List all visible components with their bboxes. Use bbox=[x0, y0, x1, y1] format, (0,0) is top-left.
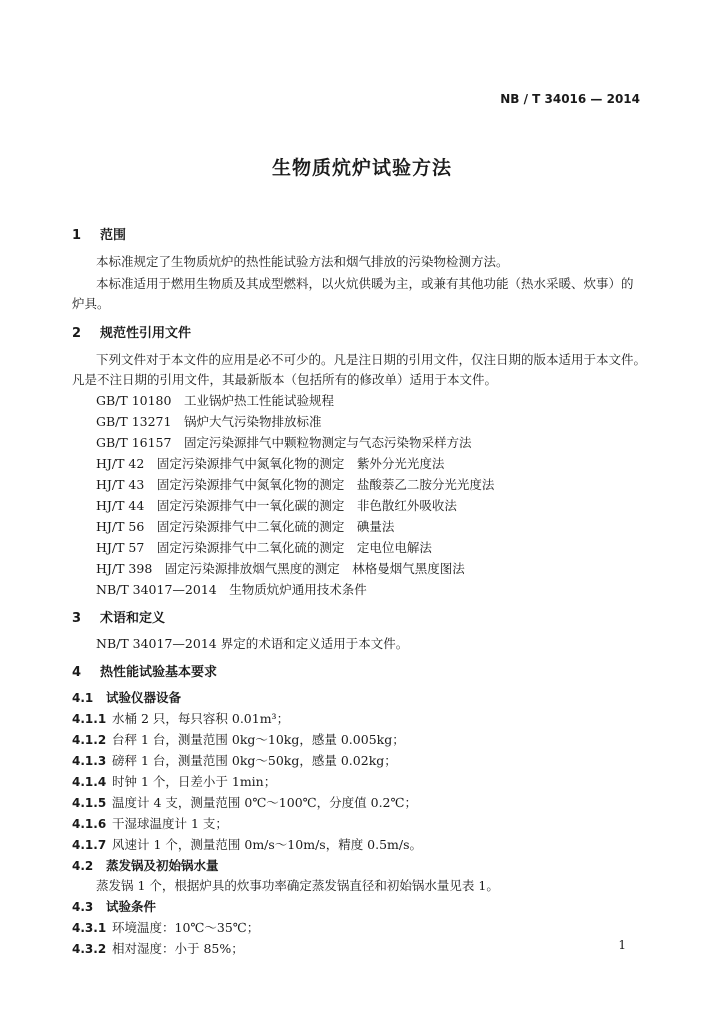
clause-item bbox=[72, 814, 228, 832]
paragraph: NB/T 34017—2014 界定的术语和定义适用于本文件。 bbox=[96, 636, 409, 651]
subsection-number: 4.3 bbox=[72, 900, 94, 914]
clause-item bbox=[72, 939, 244, 957]
paragraph-continuation: 凡是不注日期的引用文件，其最新版本（包括所有的修改单）适用于本文件。 bbox=[72, 372, 498, 387]
paragraph: 蒸发锅 1 个，根据炉具的炊事功率确定蒸发锅直径和初始锅水量见表 1。 bbox=[96, 878, 499, 893]
section-4-heading bbox=[72, 661, 217, 680]
reference-item: HJ/T 42 固定污染源排气中氮氧化物的测定 紫外分光光度法 bbox=[96, 456, 445, 471]
reference-item: GB/T 10180 工业锅炉热工性能试验规程 bbox=[96, 393, 334, 408]
subsection-4-3-heading bbox=[72, 897, 156, 915]
clause-number: 4.1.4 bbox=[72, 775, 107, 789]
section-2-heading bbox=[72, 322, 191, 341]
clause-text: 相对湿度：小于 85%； bbox=[112, 941, 244, 956]
section-number: 2 bbox=[72, 326, 82, 341]
paragraph: 下列文件对于本文件的应用是必不可少的。凡是注日期的引用文件，仅注日期的版本适用于本文件。 bbox=[96, 352, 647, 367]
subsection-title: 试验条件 bbox=[106, 899, 157, 914]
section-number: 3 bbox=[72, 611, 82, 626]
clause-number: 4.3.2 bbox=[72, 942, 107, 956]
section-3-heading bbox=[72, 607, 165, 626]
document-title: 生物质炕炉试验方法 bbox=[271, 157, 452, 179]
section-title: 范围 bbox=[100, 228, 127, 243]
clause-number: 4.1.7 bbox=[72, 838, 107, 852]
clause-text: 干湿球温度计 1 支； bbox=[112, 816, 228, 831]
subsection-4-1-heading bbox=[72, 688, 181, 706]
clause-number: 4.1.5 bbox=[72, 796, 107, 810]
clause-number: 4.1.3 bbox=[72, 754, 107, 768]
section-title: 术语和定义 bbox=[100, 611, 166, 626]
clause-text: 磅秤 1 台，测量范围 0kg～50kg，感量 0.02kg； bbox=[112, 753, 397, 768]
clause-text: 温度计 4 支，测量范围 0℃～100℃，分度值 0.2℃； bbox=[112, 795, 417, 810]
clause-text: 台秤 1 台，测量范围 0kg～10kg，感量 0.005kg； bbox=[112, 732, 405, 747]
paragraph: 本标准适用于燃用生物质及其成型燃料，以火炕供暖为主，或兼有其他功能（热水采暖、炊事）的 bbox=[96, 276, 634, 291]
clause-number: 4.3.1 bbox=[72, 921, 107, 935]
section-title: 热性能试验基本要求 bbox=[100, 665, 218, 680]
subsection-title: 试验仪器设备 bbox=[106, 690, 182, 705]
reference-item: GB/T 16157 固定污染源排气中颗粒物测定与气态污染物采样方法 bbox=[96, 435, 472, 450]
clause-item bbox=[72, 751, 397, 769]
reference-item: HJ/T 44 固定污染源排气中一氧化碳的测定 非色散红外吸收法 bbox=[96, 498, 457, 513]
clause-item bbox=[72, 793, 417, 811]
section-number: 1 bbox=[72, 228, 82, 243]
subsection-number: 4.2 bbox=[72, 859, 94, 873]
clause-item bbox=[72, 918, 259, 936]
clause-item bbox=[72, 835, 422, 853]
clause-number: 4.1.2 bbox=[72, 733, 107, 747]
reference-item: HJ/T 57 固定污染源排气中二氧化硫的测定 定电位电解法 bbox=[96, 540, 432, 555]
reference-item: GB/T 13271 锅炉大气污染物排放标准 bbox=[96, 414, 322, 429]
clause-text: 环境温度：10℃～35℃； bbox=[112, 920, 260, 935]
paragraph-continuation: 炉具。 bbox=[72, 296, 110, 311]
reference-item: HJ/T 398 固定污染源排放烟气黑度的测定 林格曼烟气黑度图法 bbox=[96, 561, 465, 576]
clause-item bbox=[72, 709, 289, 727]
section-1-heading bbox=[72, 224, 126, 243]
page-number: 1 bbox=[618, 938, 626, 952]
reference-item: HJ/T 43 固定污染源排气中氮氧化物的测定 盐酸萘乙二胺分光光度法 bbox=[96, 477, 495, 492]
clause-text: 时钟 1 个，日差小于 1min； bbox=[112, 774, 277, 789]
clause-item bbox=[72, 772, 276, 790]
reference-item: NB/T 34017—2014 生物质炕炉通用技术条件 bbox=[96, 582, 367, 597]
standard-code: NB / T 34016 — 2014 bbox=[500, 92, 640, 106]
paragraph: 本标准规定了生物质炕炉的热性能试验方法和烟气排放的污染物检测方法。 bbox=[96, 254, 509, 269]
clause-text: 风速计 1 个，测量范围 0m/s～10m/s，精度 0.5m/s。 bbox=[112, 837, 423, 852]
reference-item: HJ/T 56 固定污染源排气中二氧化硫的测定 碘量法 bbox=[96, 519, 395, 534]
subsection-title: 蒸发锅及初始锅水量 bbox=[106, 858, 219, 873]
clause-number: 4.1.1 bbox=[72, 712, 107, 726]
subsection-4-2-heading bbox=[72, 856, 219, 874]
clause-number: 4.1.6 bbox=[72, 817, 107, 831]
section-number: 4 bbox=[72, 665, 82, 680]
section-title: 规范性引用文件 bbox=[100, 326, 192, 341]
clause-text: 水桶 2 只，每只容积 0.01m³； bbox=[112, 711, 290, 726]
clause-item bbox=[72, 730, 405, 748]
subsection-number: 4.1 bbox=[72, 691, 94, 705]
